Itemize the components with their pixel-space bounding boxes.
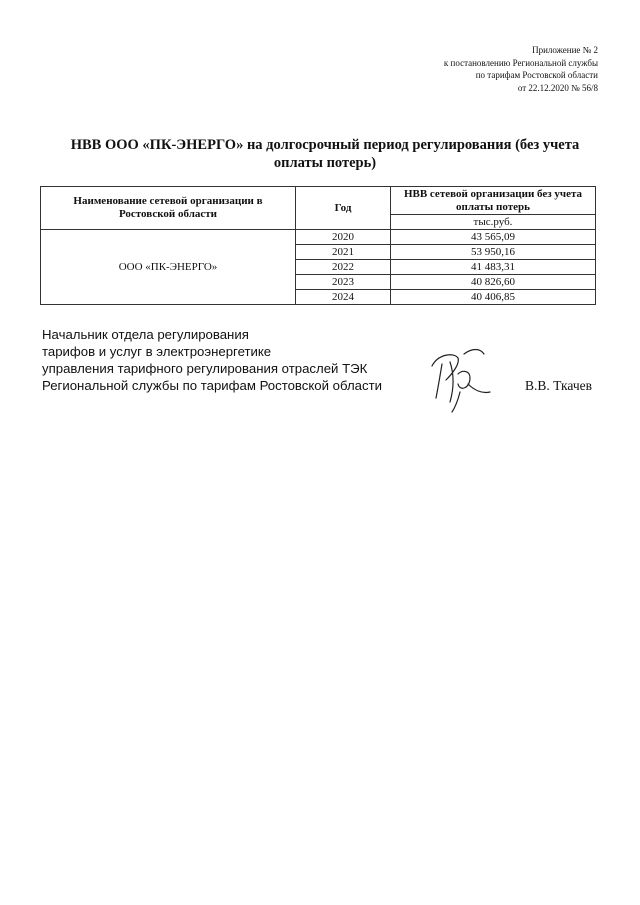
- handwritten-signature: [424, 344, 494, 414]
- position-line: Региональной службы по тарифам Ростовской области: [42, 378, 382, 393]
- table-header-row: [41, 187, 596, 215]
- value-cell: 40 406,85: [391, 290, 596, 305]
- position-line: управления тарифного регулирования отраслей ТЭК: [42, 361, 368, 376]
- value-cell: 41 483,31: [391, 260, 596, 275]
- value-cell: 53 950,16: [391, 245, 596, 260]
- signer-position: [42, 326, 602, 394]
- year-cell: 2024: [296, 290, 391, 305]
- header-unit: тыс.руб.: [391, 215, 596, 230]
- organization-cell: ООО «ПК-ЭНЕРГО»: [41, 230, 296, 305]
- year-cell: 2020: [296, 230, 391, 245]
- value-cell: 40 826,60: [391, 275, 596, 290]
- appendix-line: по тарифам Ростовской области: [475, 70, 598, 80]
- position-line: Начальник отдела регулирования: [42, 327, 249, 342]
- title-line-1: НВВ ООО «ПК-ЭНЕРГО» на долгосрочный период регулирования (без учета: [70, 137, 580, 153]
- header-org: Наименование сетевой организации в Ростовской области: [41, 187, 296, 230]
- year-cell: 2023: [296, 275, 391, 290]
- table-row: [41, 230, 596, 245]
- document-title: [40, 136, 610, 172]
- nvv-table: [40, 186, 596, 305]
- year-cell: 2022: [296, 260, 391, 275]
- appendix-header: [298, 44, 598, 94]
- value-cell: 43 565,09: [391, 230, 596, 245]
- appendix-line: от 22.12.2020 № 56/8: [517, 82, 598, 93]
- title-line-2: оплаты потерь): [273, 155, 377, 171]
- year-cell: 2021: [296, 245, 391, 260]
- header-year: Год: [296, 187, 391, 230]
- signer-name: В.В. Ткачев: [524, 378, 592, 393]
- appendix-line: к постановлению Региональной службы: [443, 57, 598, 68]
- position-line: тарифов и услуг в электроэнергетике: [42, 344, 272, 359]
- header-nvv: НВВ сетевой организации без учета оплаты потерь: [391, 187, 596, 215]
- signature-block: [42, 326, 602, 394]
- appendix-line: Приложение № 2: [532, 45, 598, 55]
